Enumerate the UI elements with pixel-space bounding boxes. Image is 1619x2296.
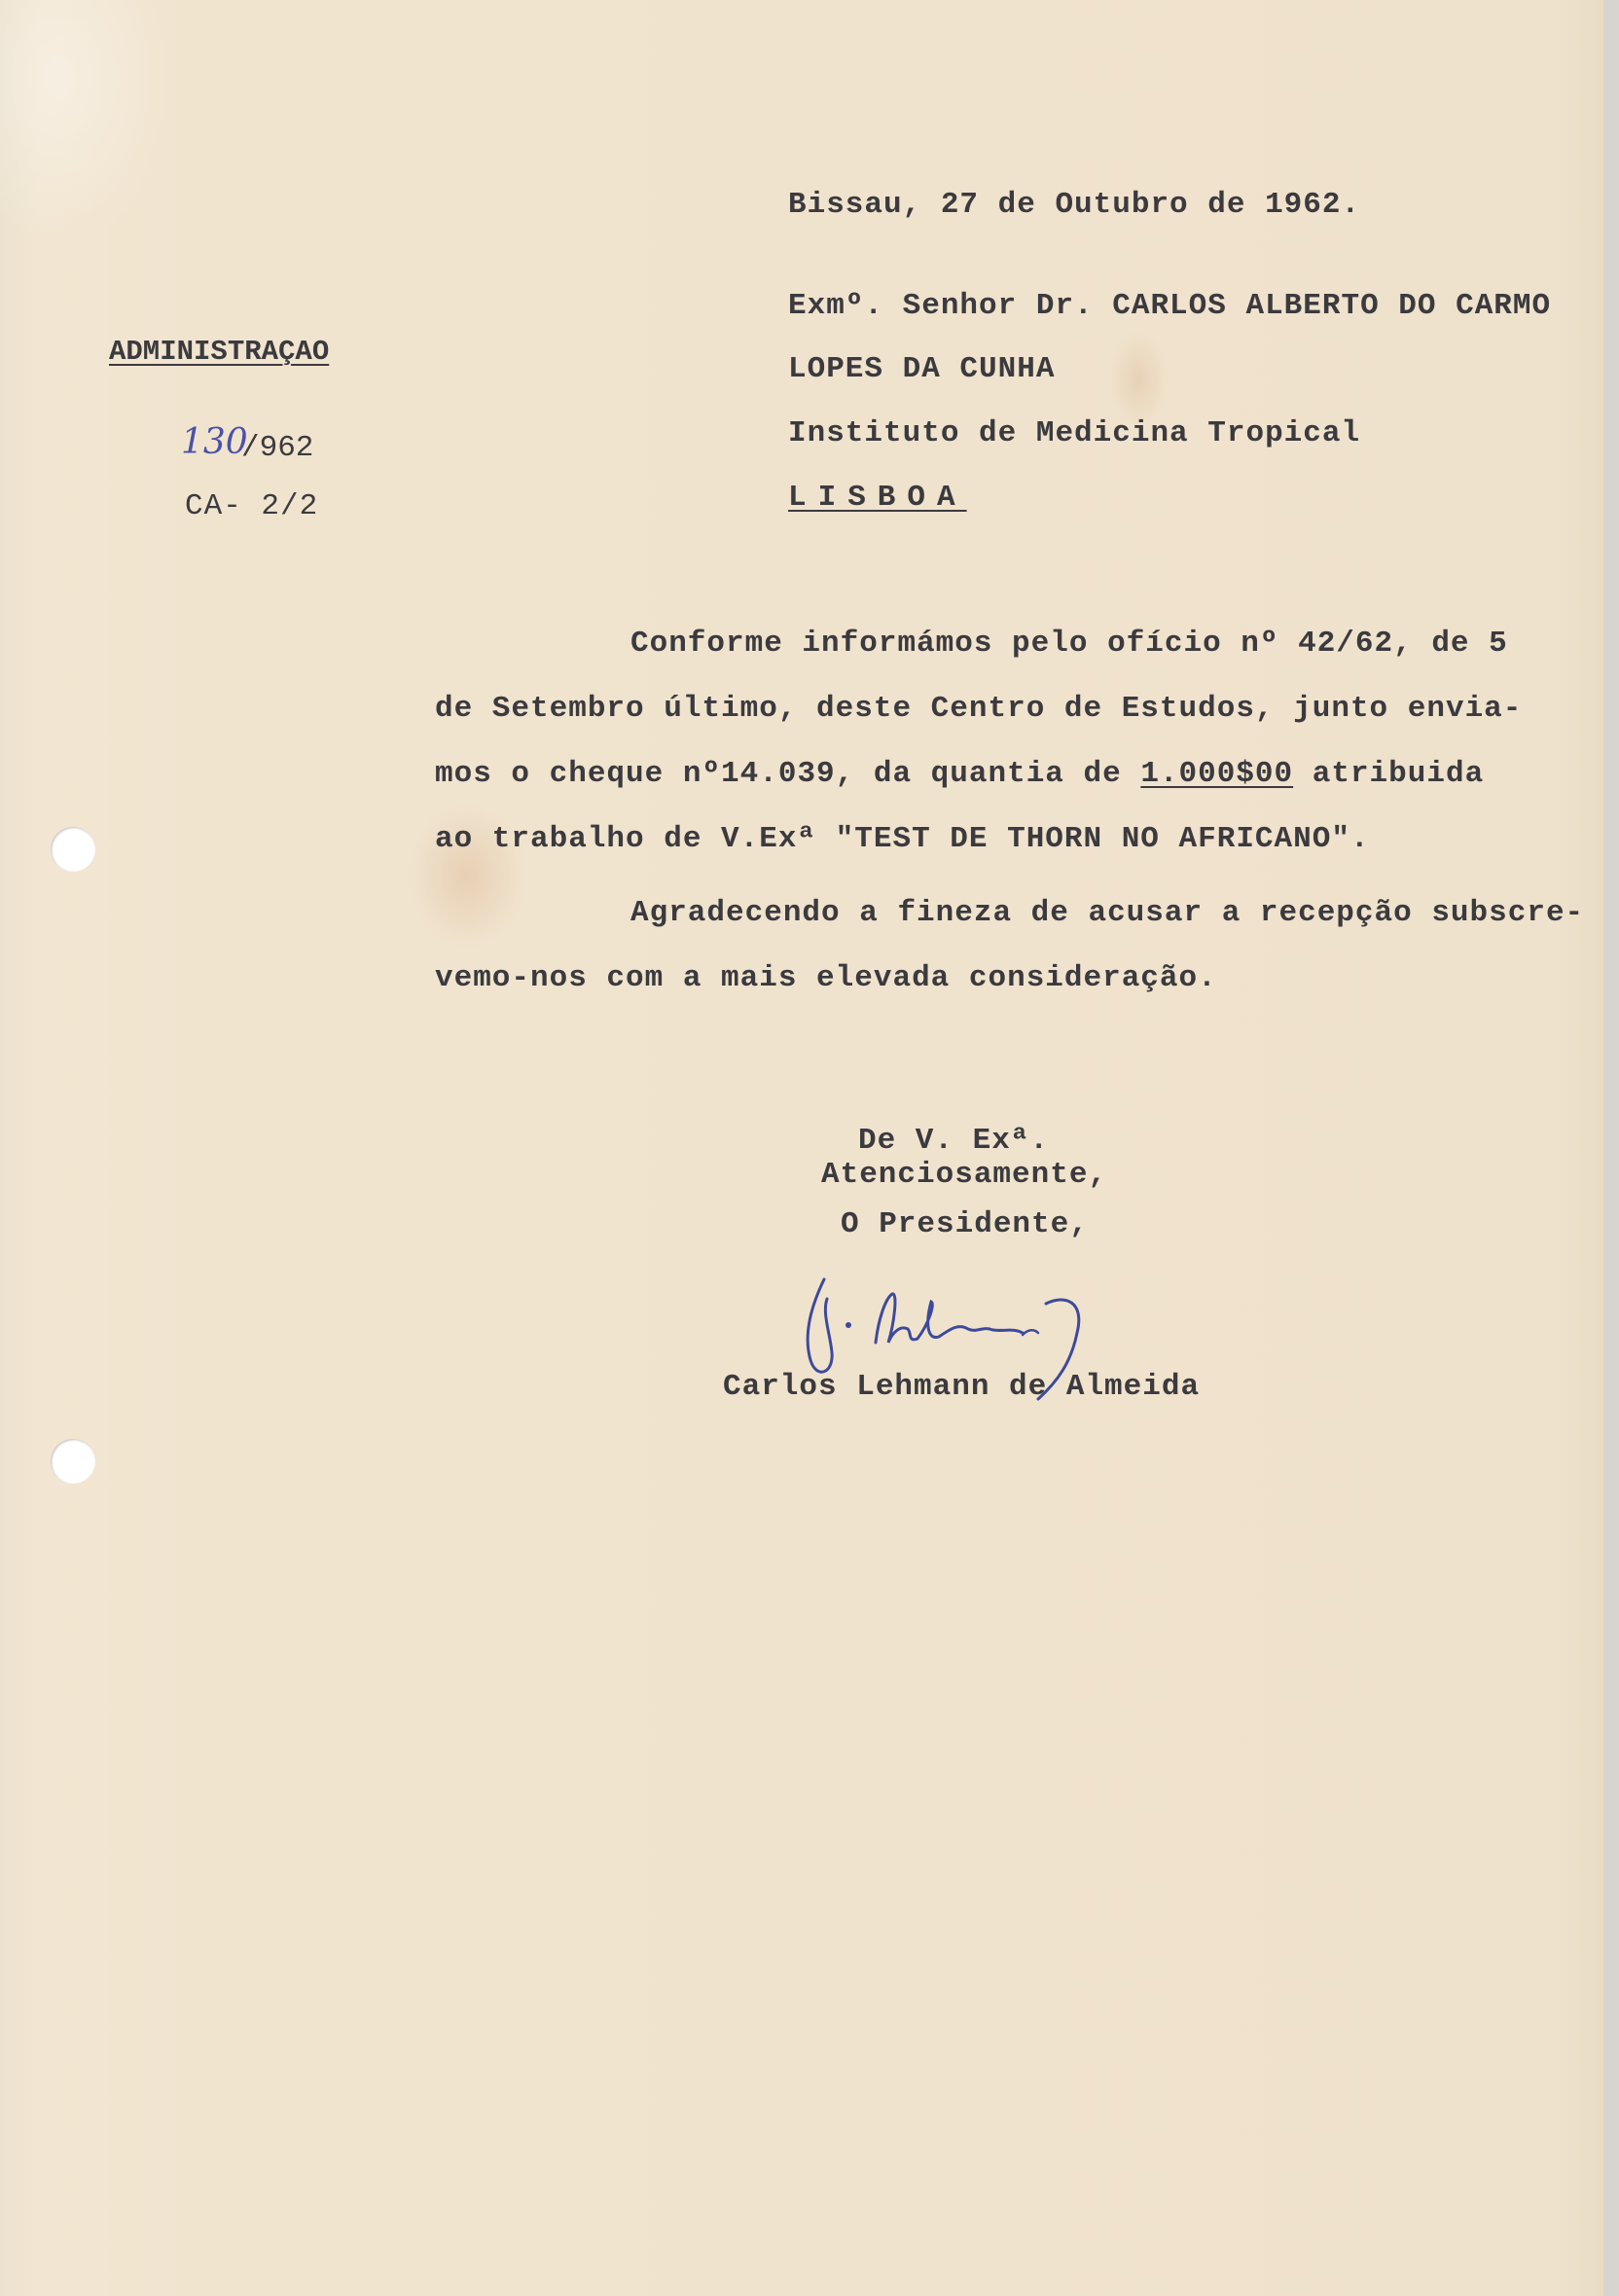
closing-line-1: De V. Exª. bbox=[858, 1124, 1050, 1158]
punch-hole-bottom bbox=[51, 1439, 95, 1484]
department-heading: ADMINISTRAÇAO bbox=[109, 336, 330, 368]
closing-line-3: O Presidente, bbox=[841, 1207, 1089, 1241]
body-p1-line-3 bbox=[435, 759, 1484, 789]
cheque-amount: 1.000$00 bbox=[1140, 757, 1294, 791]
signatory-name: Carlos Lehmann de Almeida bbox=[723, 1370, 1201, 1404]
body-p1-line-3-text: mos o cheque nº14.039, da quantia de bbox=[435, 757, 1141, 791]
body-p2-line-2: vemo-nos com a mais elevada consideração. bbox=[435, 961, 1217, 995]
closing-line-2: Atenciosamente, bbox=[821, 1158, 1108, 1192]
cheque-amount-suffix: atribuida bbox=[1293, 757, 1485, 791]
date-line: Bissau, 27 de Outubro de 1962. bbox=[788, 188, 1361, 222]
recipient-line-2: LOPES DA CUNHA bbox=[788, 352, 1056, 386]
recipient-city: LISBOA bbox=[788, 481, 967, 515]
recipient-line-1: Exmº. Senhor Dr. CARLOS ALBERTO DO CARMO bbox=[788, 289, 1552, 323]
body-p2-line-1: Agradecendo a fineza de acusar a recepção subscre- bbox=[630, 896, 1585, 930]
body-p1-line-2: de Setembro último, deste Centro de Estudos, junto envia- bbox=[435, 692, 1523, 726]
reference-year: /962 bbox=[241, 431, 314, 465]
body-p1-line-4: ao trabalho de V.Exª "TEST DE THORN NO AFRICANO". bbox=[435, 822, 1370, 856]
body-p1-line-1: Conforme informámos pelo ofício nº 42/62, de 5 bbox=[630, 627, 1508, 661]
punch-hole-top bbox=[51, 827, 95, 872]
reference-number-handwritten: 130 bbox=[181, 422, 248, 462]
scan-background-edge bbox=[1603, 0, 1619, 2296]
reference-code: CA- 2/2 bbox=[185, 489, 319, 523]
recipient-line-3: Instituto de Medicina Tropical bbox=[788, 416, 1361, 450]
